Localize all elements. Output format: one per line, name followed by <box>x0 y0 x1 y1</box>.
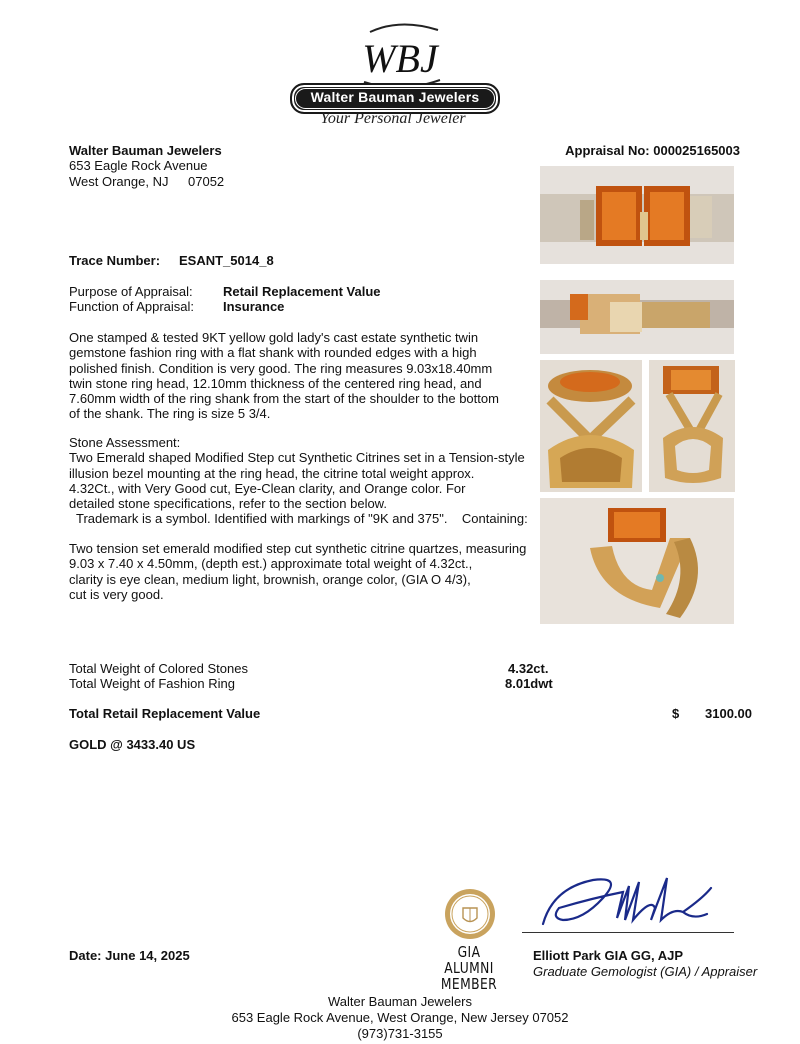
ring-weight-label: Total Weight of Fashion Ring <box>69 676 235 691</box>
stone-line: 4.32Ct., with Very Good cut, Eye-Clean clarity, and Orange color. For <box>69 480 466 496</box>
gia-line-1: GIA ALUMNI <box>444 943 494 977</box>
gia-seal-icon <box>444 888 496 940</box>
retail-value: 3100.00 <box>705 706 752 721</box>
stone-assessment <box>69 435 539 527</box>
company-street: 653 Eagle Rock Avenue <box>69 158 208 173</box>
monogram-text: WBJ <box>362 36 438 81</box>
stone-line: Two Emerald shaped Modified Step cut Synthetic Citrines set in a Tension-style <box>69 450 525 466</box>
ring-photo-front-right <box>649 360 735 492</box>
description-line: gemstone fashion ring with a flat shank with rounded edges with a high <box>69 345 477 361</box>
stone-line: Stone Assessment: <box>69 435 181 450</box>
appraisal-number: Appraisal No: 000025165003 <box>565 143 740 158</box>
purpose-value: Retail Replacement Value <box>223 284 381 299</box>
stones-weight-value: 4.32ct. <box>508 661 549 676</box>
stone-line: detailed stone specifications, refer to the section below. <box>69 496 387 512</box>
gia-line-2: MEMBER <box>440 975 498 993</box>
gia-alumni-text <box>434 944 505 992</box>
appraiser-signature <box>533 868 733 938</box>
appraisal-date: Date: June 14, 2025 <box>69 948 190 963</box>
ring-photo-top <box>540 166 734 264</box>
function-label: Function of Appraisal: <box>69 299 195 314</box>
description-line: of the shank. The ring is size 5 3/4. <box>69 406 271 422</box>
footer <box>0 994 800 1042</box>
appraiser-title: Graduate Gemologist (GIA) / Appraiser <box>533 964 758 979</box>
details-line: 9.03 x 7.40 x 4.50mm, (depth est.) approximate total weight of 4.32ct., <box>69 556 473 572</box>
company-city: West Orange, NJ <box>69 174 169 189</box>
details-line: clarity is eye clean, medium light, brownish, orange color, (GIA O 4/3), <box>69 571 471 587</box>
stone-line: illusion bezel mounting at the ring head, the citrine total weight approx. <box>69 465 475 481</box>
footer-phone: (973)731-3155 <box>357 1026 443 1041</box>
purpose-label: Purpose of Appraisal: <box>69 284 193 299</box>
trace-value: ESANT_5014_8 <box>179 253 274 268</box>
company-logo-monogram <box>330 22 470 88</box>
footer-address: 653 Eagle Rock Avenue, West Orange, New Jersey 07052 <box>231 1010 569 1025</box>
gold-price: GOLD @ 3433.40 US <box>69 737 196 752</box>
description-line: twin stone ring head, 12.10mm thickness of the centered ring head, and <box>69 375 482 391</box>
logo-banner-text: Walter Bauman Jewelers <box>310 89 480 105</box>
ring-photo-front-left <box>540 360 642 492</box>
ring-photo-side <box>540 280 734 354</box>
stone-details <box>69 541 529 602</box>
appraiser-name: Elliott Park GIA GG, AJP <box>533 948 684 963</box>
stone-line: Trademark is a symbol. Identified with markings of "9K and 375". Containing: <box>69 511 528 527</box>
stones-weight-label: Total Weight of Colored Stones <box>69 661 248 676</box>
signature-line <box>522 932 734 933</box>
company-zip: 07052 <box>188 174 225 189</box>
currency-symbol: $ <box>672 706 680 721</box>
trace-label: Trace Number: <box>69 253 161 268</box>
ring-photo-angle <box>540 498 734 624</box>
footer-company: Walter Bauman Jewelers <box>327 994 472 1009</box>
details-line: Two tension set emerald modified step cut synthetic citrine quartzes, measuring <box>69 541 527 556</box>
ring-description <box>69 330 529 422</box>
function-value: Insurance <box>223 299 285 314</box>
description-line: One stamped & tested 9KT yellow gold lady's cast estate synthetic twin <box>69 330 479 345</box>
company-name: Walter Bauman Jewelers <box>69 143 222 158</box>
details-line: cut is very good. <box>69 586 164 602</box>
ring-weight-value: 8.01dwt <box>505 676 553 691</box>
description-line: polished finish. Condition is very good. The ring measures 9.03x18.40mm <box>69 360 493 376</box>
description-line: 7.60mm width of the ring shank from the start of the shoulder to the bottom <box>69 391 499 407</box>
logo-tagline: Your Personal Jeweler <box>320 110 466 127</box>
retail-value-label: Total Retail Replacement Value <box>69 706 261 721</box>
